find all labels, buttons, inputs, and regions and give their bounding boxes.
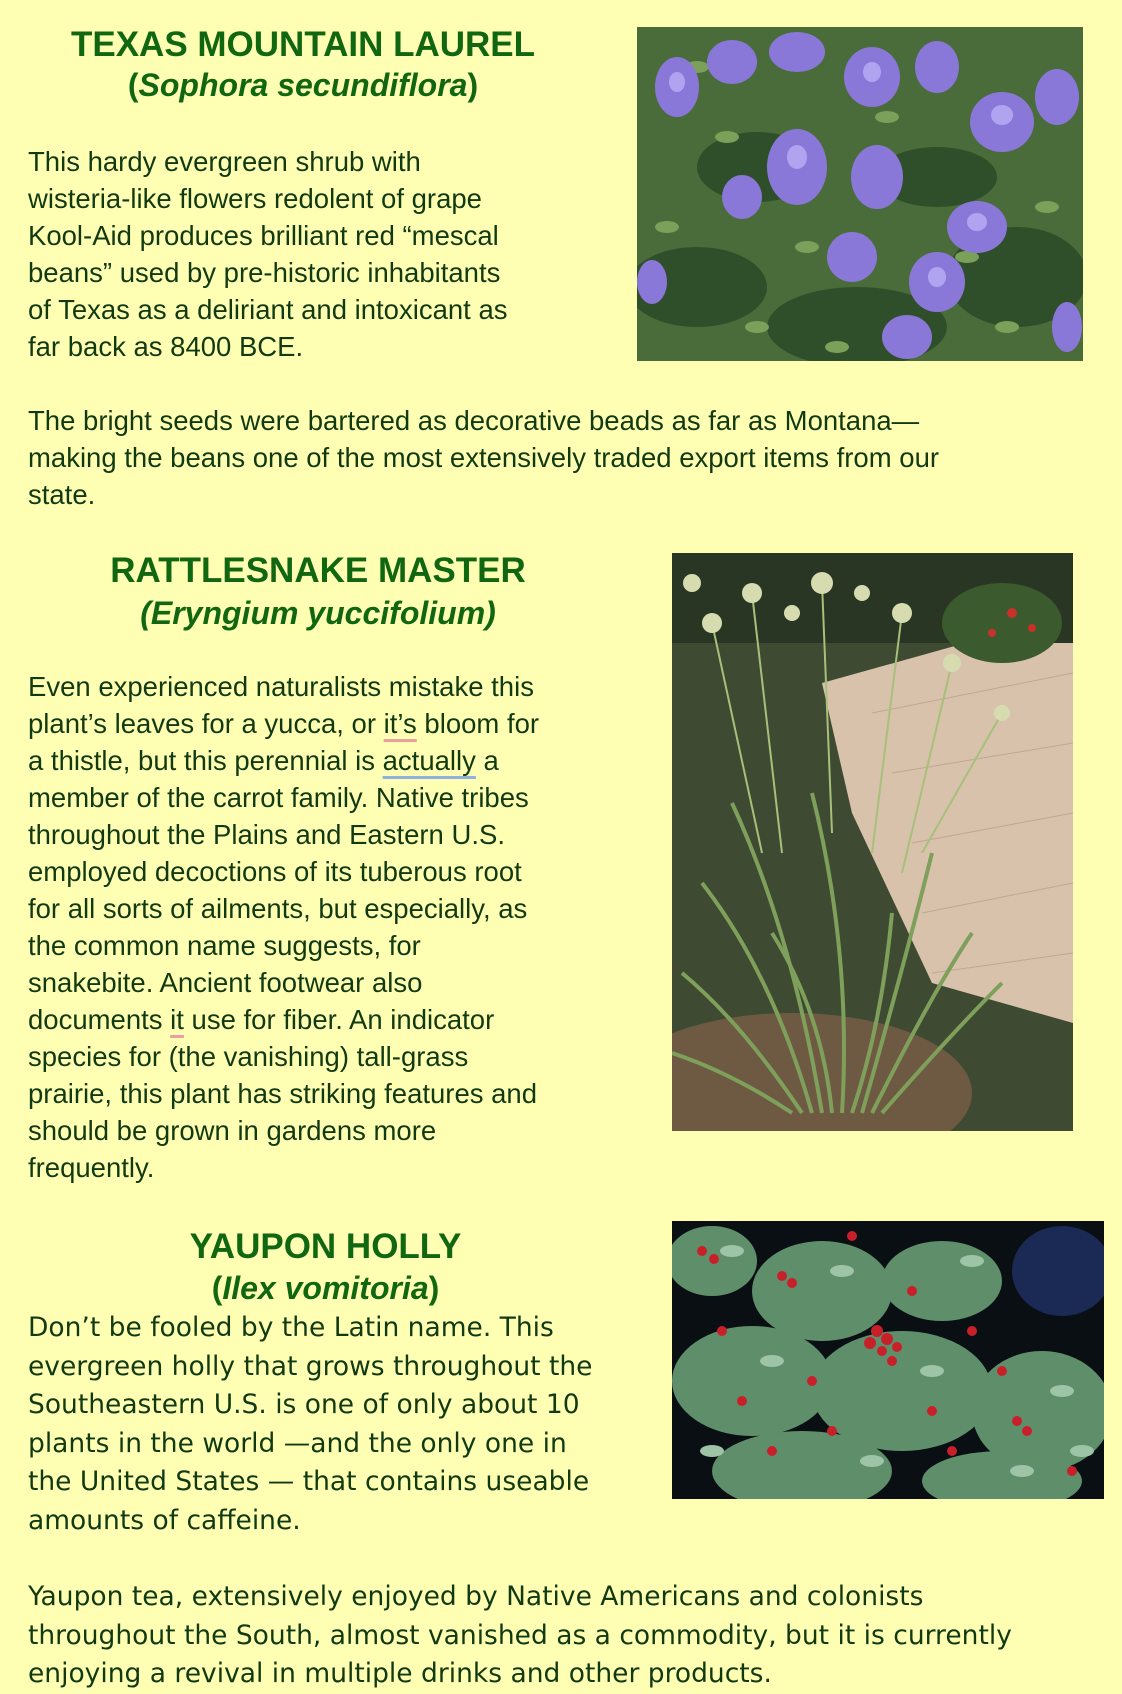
- description-paragraph: Even experienced naturalists mistake this plant’s leaves for a yucca, or it’s bloom for a thistle, but this perennial is actually a member of the carrot family. Native tribes throughout the Plains and Eastern U.S. employed decoctions of its tuberous root for all sorts of ailments, but especially, as the common name suggests, for snakebite. Ancient footwear also documents it use for fiber. An indicator species for (the vanishing) tall-grass prairie, this plant has striking features and should be grown in gardens more frequently.: [28, 671, 540, 1183]
- description-paragraph-2: The bright seeds were bartered as decorative beads as far as Montana— making the beans one of the most extensively traded export items from our state.: [28, 405, 940, 510]
- description-paragraph: This hardy evergreen shrub with wisteria-like flowers redolent of grape Kool-Aid produces brilliant red “mescal beans” used by pre-historic inhabitants of Texas as a deliriant and intoxicant as far back as 8400 BCE.: [28, 146, 508, 362]
- plant-title: TEXAS MOUNTAIN LAUREL: [70, 25, 536, 64]
- grammar-underline[interactable]: actually: [382, 745, 476, 776]
- description-paragraph-2: Yaupon tea, extensively enjoyed by Native Americans and colonists throughout the South, almost vanished as a commodity, but it is currently enjoying a revival in multiple drinks and other products.: [28, 1581, 1012, 1689]
- plant-title: YAUPON HOLLY: [189, 1227, 462, 1266]
- rattlesnake-master-photo: [672, 553, 1073, 1131]
- scientific-name: (Eryngium yuccifolium): [140, 595, 496, 631]
- mountain-laurel-photo: [637, 27, 1083, 361]
- scientific-name: (Ilex vomitoria): [211, 1270, 440, 1306]
- description-paragraph: Don’t be fooled by the Latin name. This evergreen holly that grows throughout the Southeastern U.S. is one of only about 10 plants in the world —and the only one in the United States — that contains useable amounts of caffeine.: [28, 1312, 593, 1536]
- spellcheck-underline[interactable]: it’s: [383, 708, 417, 739]
- scientific-name: (Sophora secundiflora): [127, 67, 479, 103]
- yaupon-holly-photo: [672, 1221, 1104, 1499]
- spellcheck-underline[interactable]: it: [170, 1004, 184, 1035]
- plant-title: RATTLESNAKE MASTER: [110, 551, 526, 590]
